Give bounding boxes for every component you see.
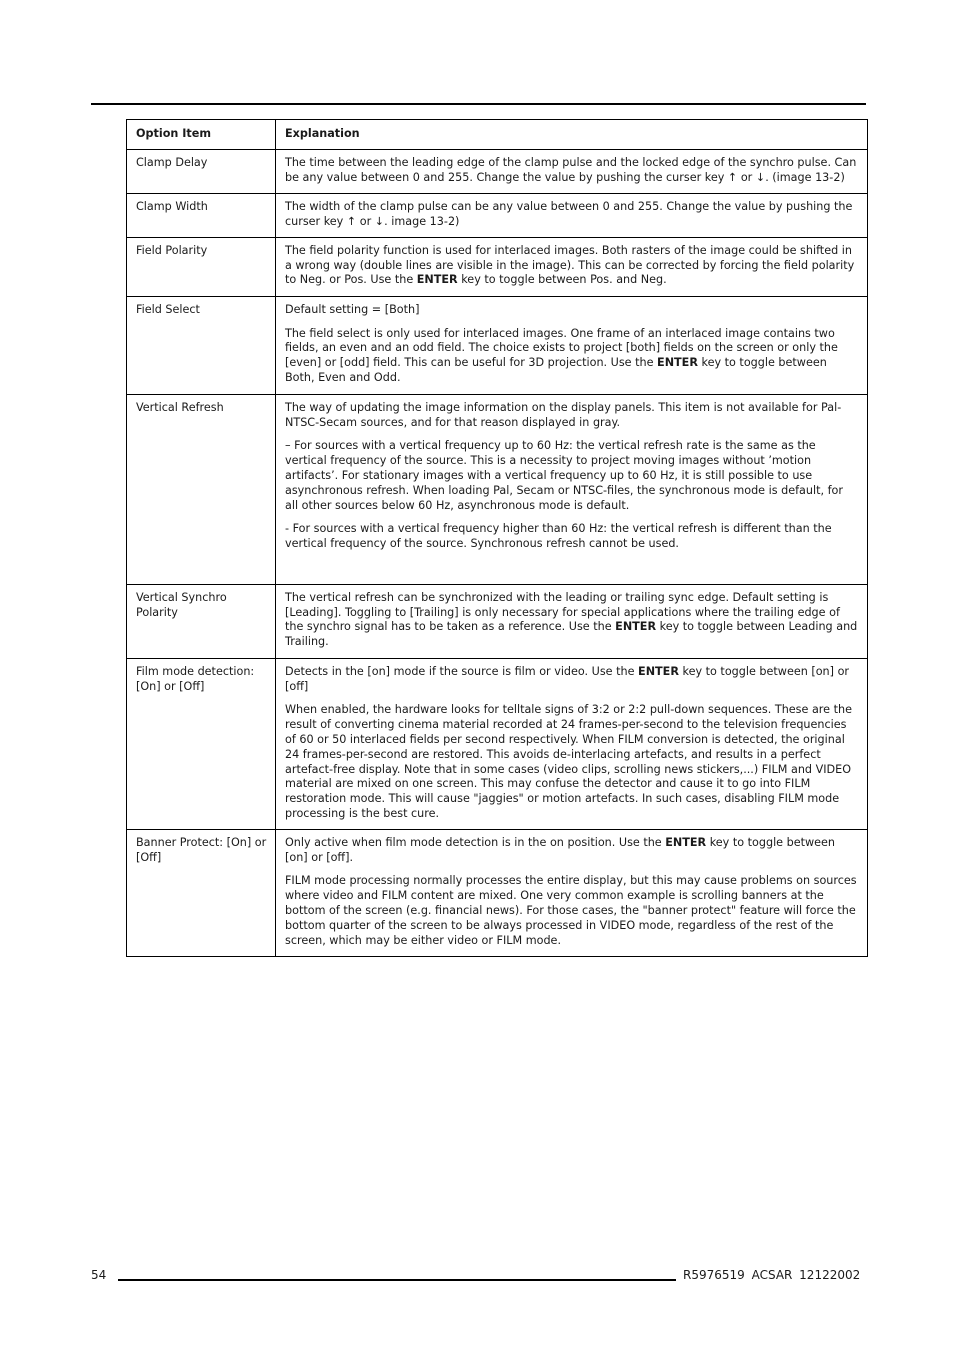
explanation-text: The field polarity function is used for interlaced images. Both rasters of the image could be shifted in a wrong way (double lines are visible in the image). This can be corrected by forcing the field polarity to Neg. or Pos. Use the (285, 243, 855, 287)
explanation-cell (276, 584, 868, 658)
option-item-cell: Banner Protect: [On] or [Off] (127, 829, 276, 956)
option-item-cell: Field Polarity (127, 237, 276, 296)
explanation-paragraph (285, 591, 859, 650)
explanation-text: key to toggle between Leading and Trailing. (285, 620, 858, 649)
explanation-paragraph: The time between the leading edge of the clamp pulse and the locked edge of the synchro pulse. Can be any value between 0 and 255. Change the value by pushing the curser key ↑ or ↓. (image 13-2) (285, 155, 857, 184)
enter-key-label: ENTER (638, 664, 679, 678)
table-row (127, 658, 868, 829)
explanation-text: Detects in the [on] mode if the source is film or video. Use the (285, 664, 639, 678)
explanation-text: Only active when film mode detection is in the on position. Use the (285, 835, 666, 849)
enter-key-label: ENTER (665, 835, 707, 849)
explanation-cell (276, 394, 868, 584)
explanation-paragraph: - For sources with a vertical frequency higher than 60 Hz: the vertical refresh is different than the vertical frequency of the source. Synchronous refresh cannot be used. (285, 522, 832, 551)
table-row (127, 149, 868, 193)
explanation-cell (276, 829, 868, 956)
explanation-paragraph: Default setting = [Both] (285, 302, 420, 316)
option-item-cell: Clamp Width (127, 193, 276, 237)
explanation-text: key to toggle between [on] or [off]. (285, 835, 835, 864)
explanation-text: key to toggle between [on] or [off] (285, 664, 850, 693)
explanation-paragraph: – For sources with a vertical frequency up to 60 Hz: the vertical refresh rate is the same as the vertical frequency of the source. This is a necessity to project moving images without ’motion artifacts’. For stationary images with a vertical frequency up to 60 Hz, it is still possible to use asynchronous refresh. When loading Pal, Secam or NTSC-files, the synchronous mode is default, for all other sources below 60 Hz, asynchronous mode is default. (285, 439, 843, 512)
page-number: 54 (91, 1268, 107, 1282)
footer-rule (118, 1279, 676, 1281)
options-table (126, 119, 868, 957)
explanation-paragraph (285, 665, 859, 695)
table-row (127, 193, 868, 237)
table-row (127, 296, 868, 394)
document-reference: R5976519 ACSAR 12122002 (683, 1268, 861, 1282)
explanation-paragraph: The width of the clamp pulse can be any value between 0 and 255. Change the value by pushing the curser key ↑ or ↓. image 13-2) (285, 199, 853, 228)
option-item-cell: Clamp Delay (127, 149, 276, 193)
explanation-paragraph: FILM mode processing normally processes the entire display, but this may cause problems on sources where video and FILM content are mixed. One very common example is scrolling banners at the bottom of the screen (e.g. financial news). For those cases, the "banner protect" feature will force the bottom quarter of the screen to be always processed in VIDEO mode, regardless of the rest of the screen, which may be either video or FILM mode. (285, 874, 857, 947)
table-header-row (127, 120, 868, 150)
explanation-paragraph (285, 836, 859, 866)
explanation-cell (276, 237, 868, 296)
enter-key-label: ENTER (657, 356, 698, 370)
column-header-explanation: Explanation (276, 120, 868, 150)
explanation-cell (276, 658, 868, 829)
option-item-cell: Vertical Refresh (127, 394, 276, 584)
explanation-text: key to toggle between Both, Even and Odd. (285, 356, 827, 384)
table-row (127, 394, 868, 584)
table-row (127, 829, 868, 956)
explanation-text: The vertical refresh can be synchronized with the leading or trailing sync edge. Default setting is [Leading]. Toggling to [Trailing] is only necessary for special applications where the trailing edge of the synchro signal has to be taken as a reference. Use the (285, 590, 840, 634)
explanation-paragraph: The way of updating the image information on the display panels. This item is not available for Pal-NTSC-Secam sources, and for that reason displayed in gray. (285, 400, 842, 429)
explanation-text: key to toggle between Pos. and Neg. (457, 273, 667, 287)
option-item-cell: Film mode detection: [On] or [Off] (127, 658, 276, 829)
explanation-paragraph: When enabled, the hardware looks for telltale signs of 3:2 or 2:2 pull-down sequences. These are the result of converting cinema material recorded at 24 frames-per-second to the television frequencies of 60 or 50 interlaced fields per second respectively. When FILM conversion is detected, the original 24 frames-per-second are restored. This avoids de-interlacing artefacts, and results in a perfect artefact-free display. Note that in some cases (video clips, scrolling news stickers,...) FILM and VIDEO material are mixed on one screen. This may confuse the detector and cause it to go into FILM restoration mode. This will cause "jaggies" or motion artefacts. In such cases, disabling FILM mode processing is the best cure. (285, 703, 852, 820)
explanation-cell (276, 149, 868, 193)
enter-key-label: ENTER (615, 620, 657, 634)
table-row (127, 237, 868, 296)
explanation-cell (276, 296, 868, 394)
option-item-cell: Field Select (127, 296, 276, 394)
column-header-option-item: Option Item (127, 120, 276, 150)
explanation-text: The field select is only used for interlaced images. One frame of an interlaced image contains two fields, an even and an odd field. The choice exists to project [both] fields on the screen or only the [even] or [odd] field. This can be useful for 3D projection. Use the (285, 326, 838, 370)
table-row (127, 584, 868, 658)
header-rule (91, 103, 866, 105)
explanation-paragraph (285, 244, 859, 288)
enter-key-label: ENTER (416, 273, 458, 287)
explanation-cell (276, 193, 868, 237)
explanation-paragraph (285, 327, 859, 386)
option-item-cell: Vertical Synchro Polarity (127, 584, 276, 658)
